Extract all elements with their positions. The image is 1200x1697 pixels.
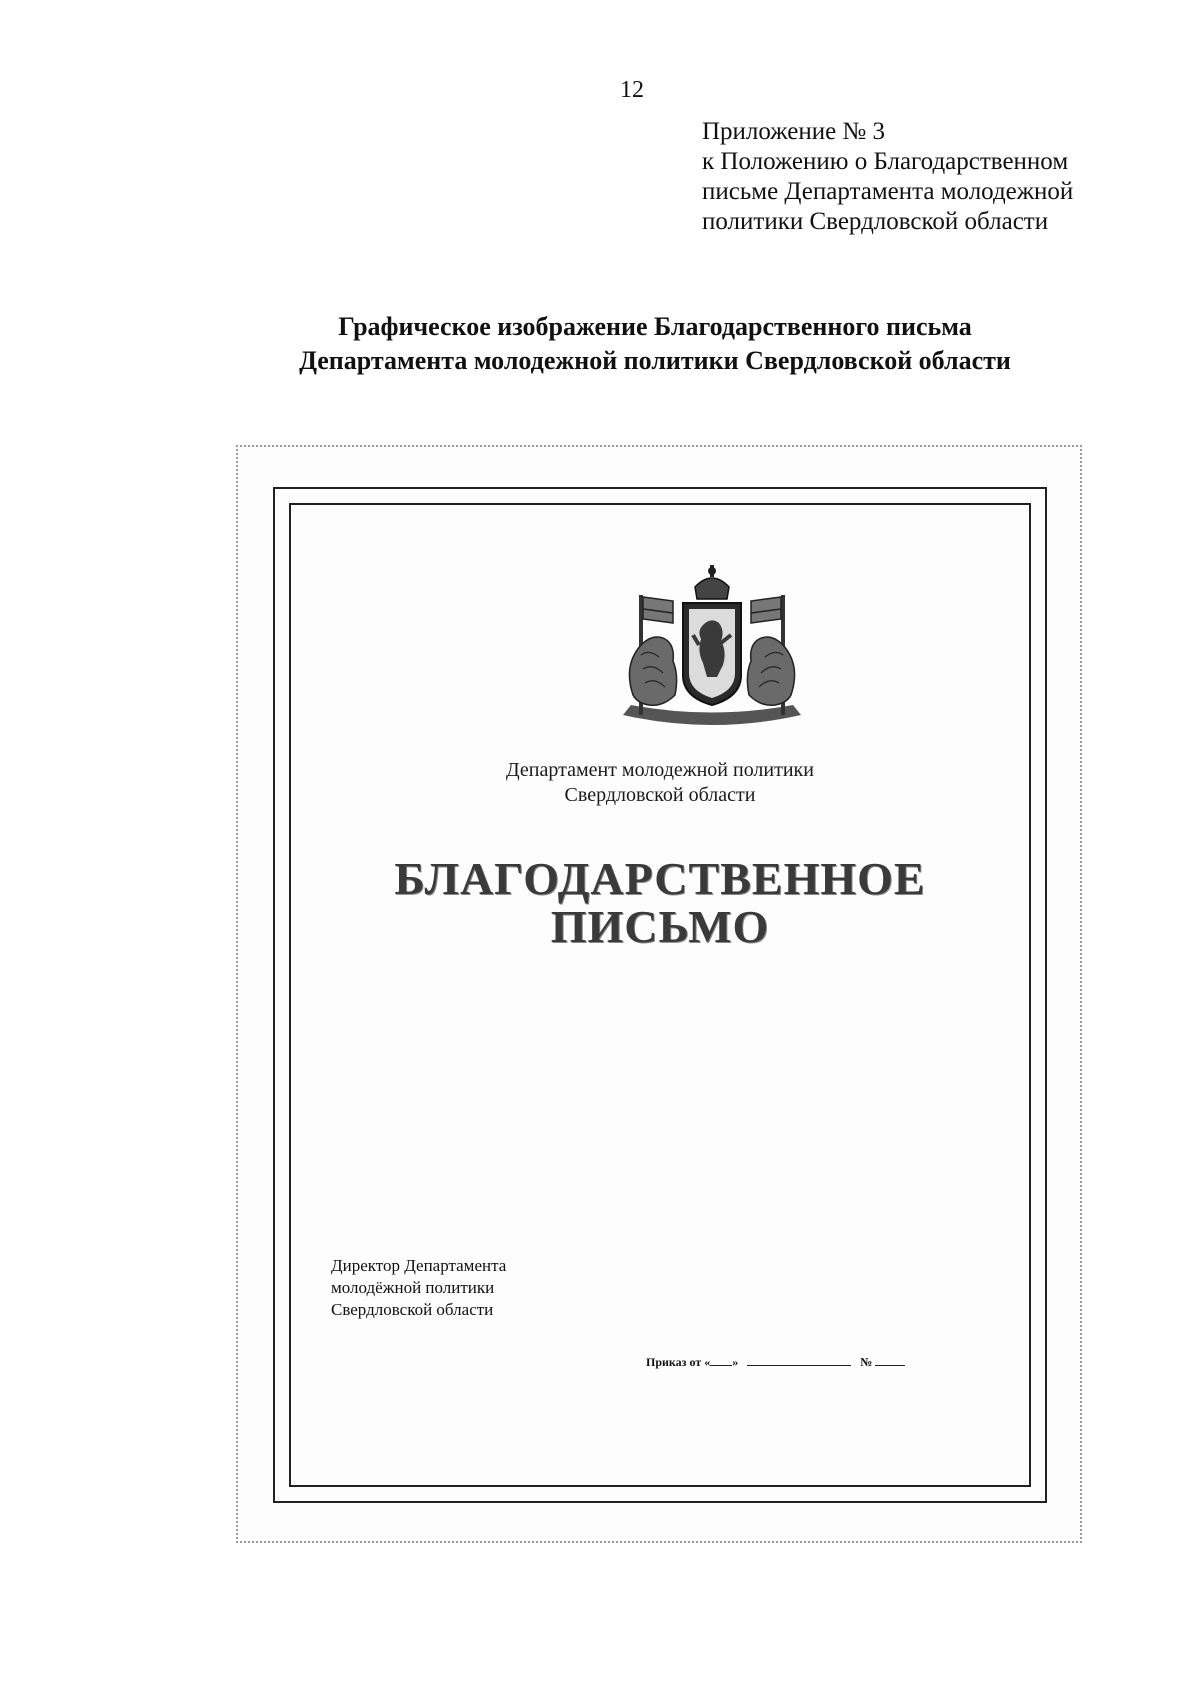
appendix-line: к Положению о Благодарственном [702, 148, 1069, 175]
order-date-blank [747, 1355, 851, 1366]
certificate-title [291, 855, 1029, 951]
certificate-frame-inner [289, 503, 1031, 1487]
order-quote: » [732, 1355, 739, 1369]
appendix-reference [702, 117, 1162, 237]
director-line: молодёжной политики [331, 1278, 495, 1297]
order-number-sign: № [860, 1355, 873, 1369]
page-number: 12 [620, 77, 644, 103]
director-signature-block [331, 1255, 506, 1321]
director-line: Свердловской области [331, 1300, 494, 1319]
appendix-line: письме Департамента молодежной [702, 178, 1074, 205]
certificate-title-line: БЛАГОДАРСТВЕННОЕ [394, 853, 926, 904]
document-title [0, 310, 1200, 378]
order-day-blank [710, 1355, 732, 1366]
department-heading-line: Департамент молодежной политики [506, 759, 814, 781]
document-title-line: Графическое изображение Благодарственного письма [338, 312, 972, 341]
certificate-frame-outer [273, 487, 1047, 1503]
document-title-line: Департамента молодежной политики Свердловской области [299, 346, 1011, 375]
sverdlovsk-coat-of-arms-icon [603, 565, 821, 725]
order-reference-line [646, 1354, 905, 1370]
order-prefix: Приказ от « [646, 1355, 711, 1369]
certificate-image [236, 445, 1082, 1543]
department-heading [291, 758, 1029, 808]
appendix-line: политики Свердловской области [702, 208, 1049, 235]
director-line: Директор Департамента [331, 1256, 507, 1275]
order-number-blank [875, 1355, 905, 1366]
department-heading-line: Свердловской области [564, 784, 756, 806]
appendix-line: Приложение № 3 [702, 118, 886, 145]
certificate-title-line: ПИСЬМО [550, 901, 770, 952]
